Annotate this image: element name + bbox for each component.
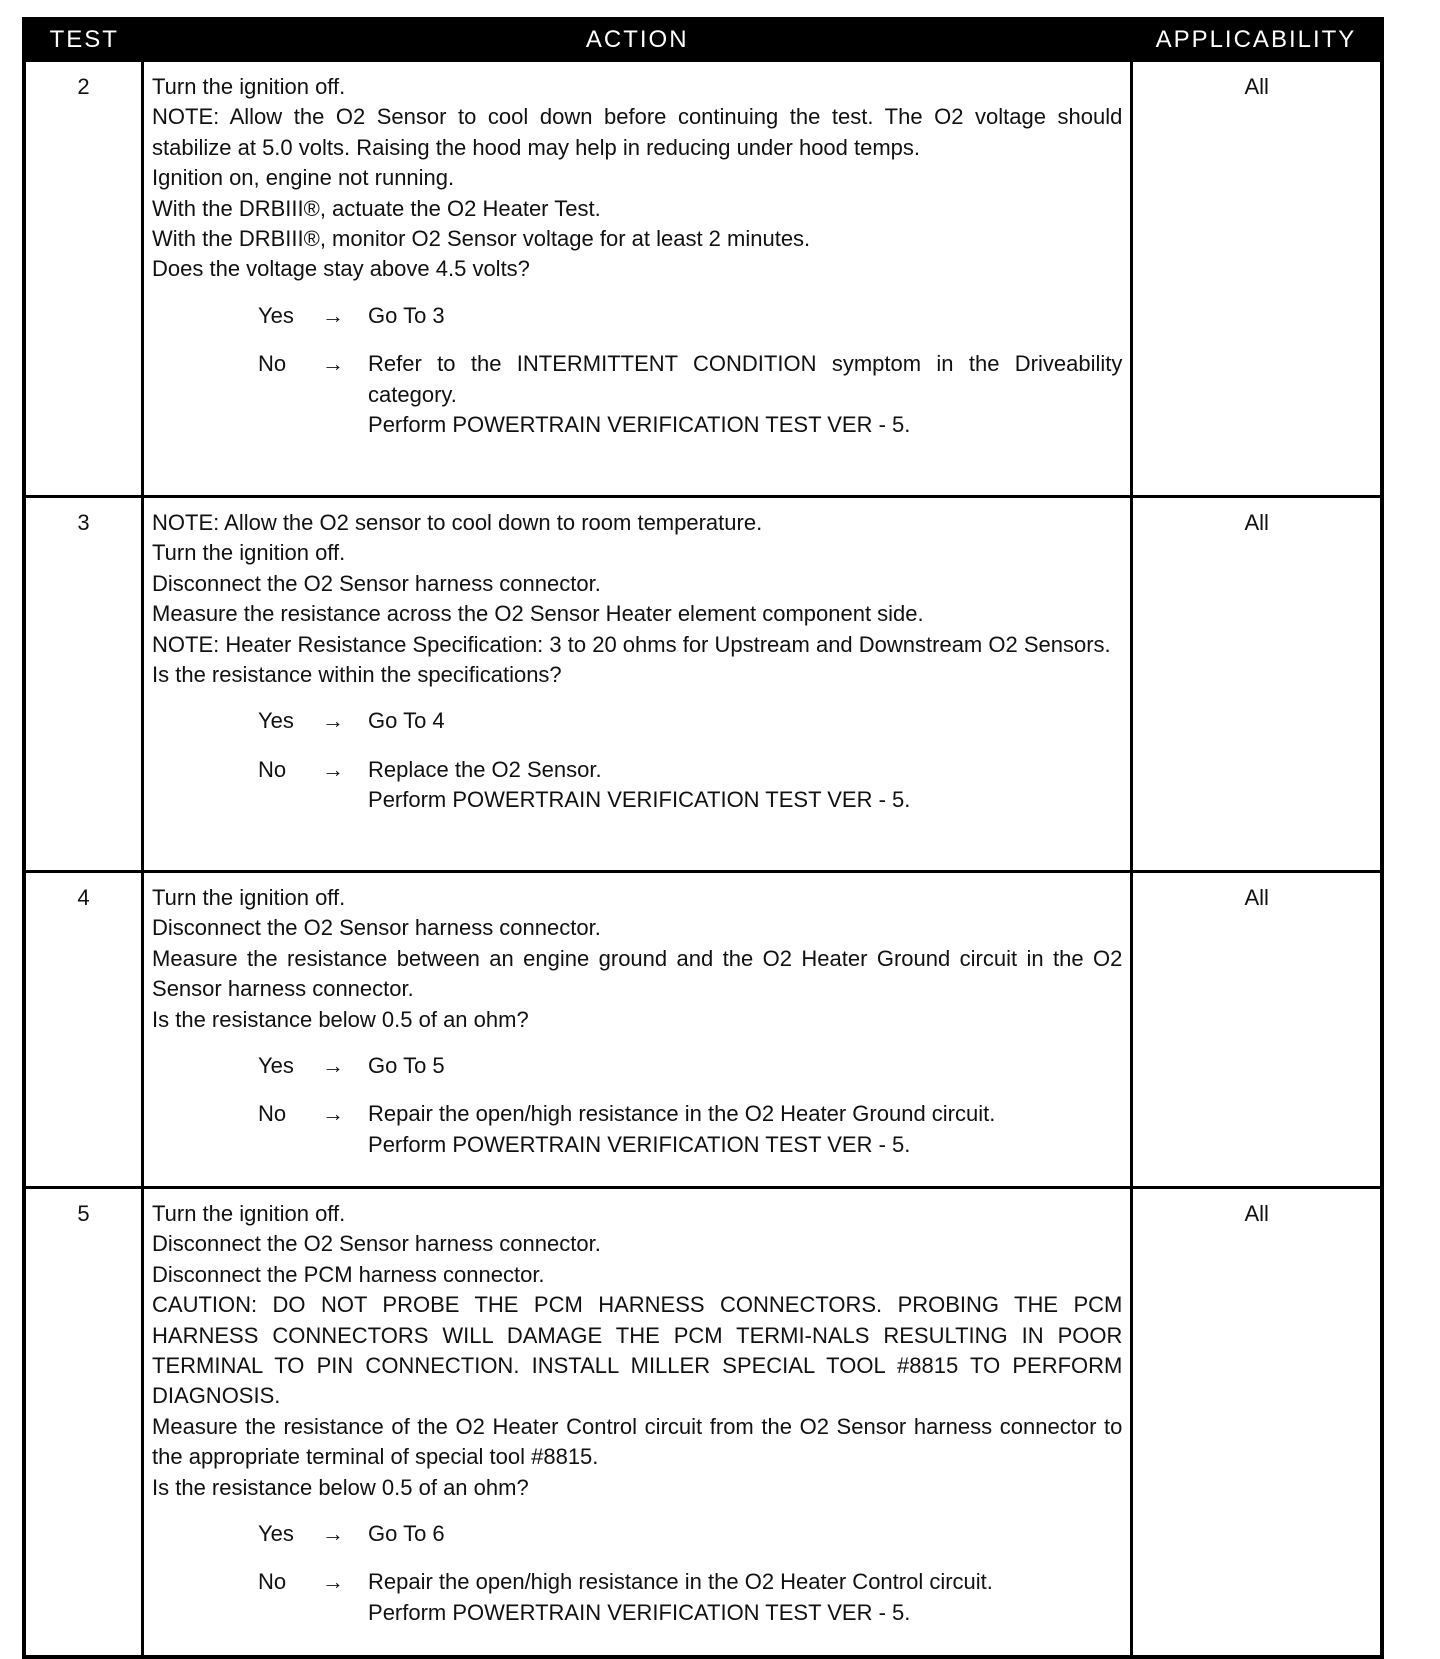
answer-yes-text <box>368 1519 1122 1549</box>
action-line: Is the resistance within the specifications? <box>152 662 562 688</box>
answer-yes <box>152 706 1122 736</box>
action-line: Measure the resistance of the O2 Heater Control circuit from the O2 Sensor harness connector to the appropriate terminal of special tool #8815. <box>152 1413 1123 1470</box>
action-line: Is the resistance below 0.5 of an ohm? <box>152 1006 529 1032</box>
answer-yes-label: Yes <box>258 708 294 734</box>
answer-line: Perform POWERTRAIN VERIFICATION TEST VER - 5. <box>368 787 911 813</box>
action-line: Disconnect the O2 Sensor harness connector. <box>152 570 601 596</box>
action-line: Turn the ignition off. <box>152 74 346 99</box>
answer-line: Replace the O2 Sensor. <box>368 756 602 782</box>
header-action: ACTION <box>143 19 1132 61</box>
table-header-row <box>24 19 1382 61</box>
answer-line: Refer to the INTERMITTENT CONDITION symptom in the Driveability category. <box>368 351 1123 407</box>
action-line: CAUTION: DO NOT PROBE THE PCM HARNESS CONNECTORS. PROBING THE PCM HARNESS CONNECTORS WILL DAMAGE THE PCM TERMI-NALS RESULTING IN POOR TERMINAL TO PIN CONNECTION. INSTALL MILLER SPECIAL TOOL #8815 TO PERFORM DIAGNOSIS. <box>152 1292 1123 1409</box>
action-line: Does the voltage stay above 4.5 volts? <box>152 256 530 282</box>
answer-no-label: No <box>258 1569 287 1595</box>
applicability-cell: All <box>1132 1188 1382 1658</box>
answer-yes-label: Yes <box>258 302 294 328</box>
applicability-cell: All <box>1132 61 1382 497</box>
answer-yes-text <box>368 706 1122 736</box>
answer-yes <box>152 1519 1122 1549</box>
answer-no <box>152 755 1122 816</box>
header-applicability: APPLICABILITY <box>1132 19 1382 61</box>
answer-no-label: No <box>258 1101 287 1127</box>
action-line: Turn the ignition off. <box>152 540 346 566</box>
answer-line: Go To 4 <box>368 708 445 734</box>
answer-no-text <box>368 1567 1122 1628</box>
answer-block <box>152 706 1122 815</box>
answer-yes-label: Yes <box>258 1521 294 1547</box>
answer-line: Repair the open/high resistance in the O2 Heater Control circuit. <box>368 1569 993 1595</box>
action-cell <box>143 497 1132 872</box>
answer-line: Go To 5 <box>368 1053 445 1079</box>
arrow-right-icon: → <box>322 708 345 734</box>
action-line: Ignition on, engine not running. <box>152 165 455 191</box>
action-cell <box>143 61 1132 497</box>
answer-line: Perform POWERTRAIN VERIFICATION TEST VER - 5. <box>368 412 911 438</box>
table-row <box>24 872 1382 1188</box>
answer-no-text <box>368 349 1122 440</box>
test-number: 4 <box>24 872 143 1188</box>
table-row <box>24 61 1382 497</box>
answer-yes-text <box>368 1051 1122 1081</box>
answer-yes <box>152 1051 1122 1081</box>
arrow-right-icon: → <box>322 351 345 377</box>
answer-no-label: No <box>258 351 287 377</box>
action-line: NOTE: Allow the O2 sensor to cool down to room temperature. <box>152 510 763 535</box>
answer-line: Go To 3 <box>368 302 445 328</box>
answer-no <box>152 1099 1122 1160</box>
answer-block <box>152 1519 1122 1628</box>
action-line: Turn the ignition off. <box>152 885 346 910</box>
action-cell <box>143 872 1132 1188</box>
test-number: 5 <box>24 1188 143 1658</box>
applicability-cell: All <box>1132 872 1382 1188</box>
answer-line: Perform POWERTRAIN VERIFICATION TEST VER - 5. <box>368 1599 911 1625</box>
test-number: 2 <box>24 61 143 497</box>
action-line: With the DRBIII®, actuate the O2 Heater Test. <box>152 195 601 221</box>
action-line: NOTE: Allow the O2 Sensor to cool down before continuing the test. The O2 voltage should stabilize at 5.0 volts. Raising the hood may help in reducing under hood temps. <box>152 104 1123 160</box>
header-test: TEST <box>24 19 143 61</box>
answer-line: Go To 6 <box>368 1521 445 1547</box>
answer-no <box>152 1567 1122 1628</box>
action-line: Disconnect the PCM harness connector. <box>152 1261 545 1287</box>
table-row <box>24 497 1382 872</box>
answer-no <box>152 349 1122 440</box>
answer-line: Perform POWERTRAIN VERIFICATION TEST VER - 5. <box>368 1131 911 1157</box>
answer-yes <box>152 301 1122 331</box>
action-line: Measure the resistance between an engine ground and the O2 Heater Ground circuit in the O2 Sensor harness connector. <box>152 945 1123 1002</box>
test-number: 3 <box>24 497 143 872</box>
answer-line: Repair the open/high resistance in the O2 Heater Ground circuit. <box>368 1101 996 1127</box>
action-line: Is the resistance below 0.5 of an ohm? <box>152 1474 529 1500</box>
answer-no-label: No <box>258 756 287 782</box>
action-line: NOTE: Heater Resistance Specification: 3 to 20 ohms for Upstream and Downstream O2 Sensors. <box>152 631 1111 657</box>
action-line: Disconnect the O2 Sensor harness connector. <box>152 1231 601 1257</box>
arrow-right-icon: → <box>322 302 345 328</box>
answer-block <box>152 301 1122 441</box>
diagnostic-test-table <box>22 17 1384 1659</box>
action-line: With the DRBIII®, monitor O2 Sensor voltage for at least 2 minutes. <box>152 226 811 252</box>
answer-yes-label: Yes <box>258 1053 294 1079</box>
answer-no-text <box>368 1099 1122 1160</box>
arrow-right-icon: → <box>322 1053 345 1079</box>
arrow-right-icon: → <box>322 1569 345 1595</box>
action-line: Measure the resistance across the O2 Sensor Heater element component side. <box>152 601 924 627</box>
answer-no-text <box>368 755 1122 816</box>
action-line: Turn the ignition off. <box>152 1201 346 1226</box>
answer-block <box>152 1051 1122 1160</box>
arrow-right-icon: → <box>322 1521 345 1547</box>
answer-yes-text <box>368 301 1122 331</box>
applicability-cell: All <box>1132 497 1382 872</box>
action-cell <box>143 1188 1132 1658</box>
arrow-right-icon: → <box>322 756 345 782</box>
arrow-right-icon: → <box>322 1101 345 1127</box>
table-row <box>24 1188 1382 1658</box>
action-line: Disconnect the O2 Sensor harness connector. <box>152 915 601 941</box>
